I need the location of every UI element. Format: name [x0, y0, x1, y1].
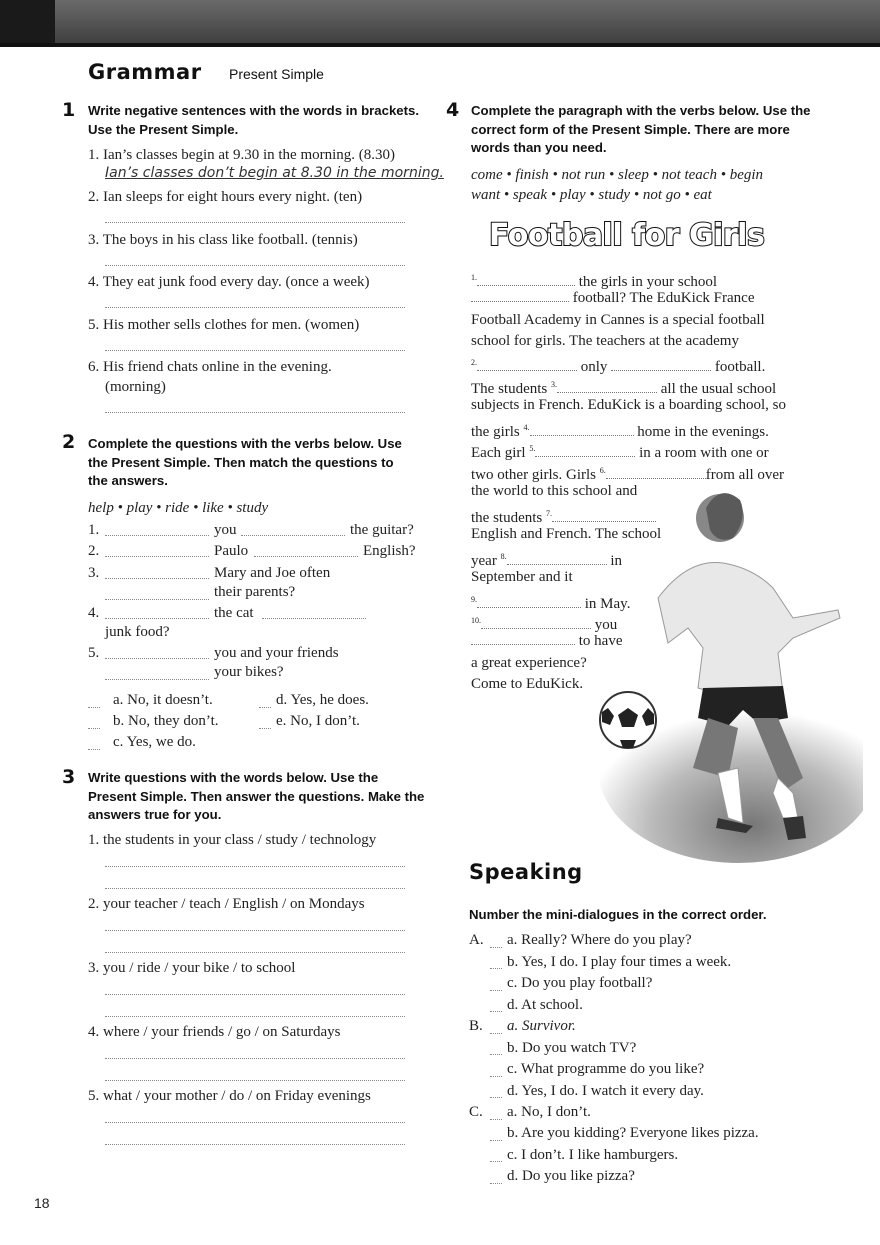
paragraph-text: the world to this school and	[471, 483, 638, 499]
exercise-instruction: Complete the questions with the verbs below. Use the Present Simple. Then match the questions to the answers.	[88, 436, 402, 488]
paragraph-text: home in the evenings.	[637, 424, 769, 440]
blank[interactable]	[254, 556, 358, 557]
ex2-num: 2.	[88, 543, 100, 559]
ex1-item-cont: (morning)	[105, 379, 166, 395]
paragraph-text: football? The EduKick France	[572, 290, 755, 306]
exercise-number: 4	[446, 99, 460, 121]
ex1-item: 6. His friend chats online in the evening.	[88, 359, 332, 375]
blank[interactable]	[552, 509, 656, 522]
gap-number: 4.	[523, 423, 530, 432]
ex2-text: junk food?	[105, 624, 170, 640]
order-blank[interactable]	[490, 1097, 502, 1098]
match-blank[interactable]	[259, 707, 271, 708]
dialogue-line: d. Yes, I do. I watch it every day.	[507, 1083, 704, 1099]
exercise-instruction: Complete the paragraph with the verbs below. Use the correct form of the Present Simple. There are more words than you need.	[471, 103, 811, 155]
exercise-number: 3	[62, 766, 76, 788]
ex2-text: Paulo	[214, 543, 249, 559]
dialogue-label: A.	[469, 932, 484, 948]
verb-list: come • finish • not run • sleep • not teach • begin	[471, 167, 764, 183]
football-icon	[600, 692, 656, 748]
order-blank[interactable]	[490, 1119, 502, 1120]
ex3-item: 4. where / your friends / go / on Saturdays	[88, 1024, 341, 1040]
dialogue-line: b. Are you kidding? Everyone likes pizza.	[507, 1125, 759, 1141]
order-blank[interactable]	[490, 1161, 502, 1162]
ex2-num: 1.	[88, 522, 100, 538]
dialogue-line: b. Yes, I do. I play four times a week.	[507, 954, 732, 970]
gap-number: 8.	[500, 552, 507, 561]
blank[interactable]	[262, 618, 366, 619]
blank[interactable]	[481, 616, 591, 629]
match-blank[interactable]	[88, 728, 100, 729]
ex1-item: 1. Ian’s classes begin at 9.30 in the morning. (8.30)	[88, 147, 396, 163]
article-title: Football for Girls	[489, 218, 765, 253]
answer-line[interactable]	[105, 1122, 405, 1123]
paragraph-text: September and it	[471, 569, 573, 585]
answer-line[interactable]	[105, 930, 405, 931]
blank[interactable]	[105, 679, 209, 680]
paragraph-text: in a room with one or	[639, 445, 769, 461]
paragraph-text: Come to EduKick.	[471, 676, 584, 692]
grammar-title: Grammar	[88, 60, 202, 84]
order-blank[interactable]	[490, 1033, 502, 1034]
paragraph-text: the girls in your school	[578, 274, 718, 290]
ex3-item: 1. the students in your class / study / technology	[88, 832, 377, 848]
paragraph-text: The students	[471, 381, 548, 397]
banner-rule	[0, 43, 880, 47]
order-blank[interactable]	[490, 968, 502, 969]
blank[interactable]	[507, 552, 607, 565]
ex2-text: English?	[363, 543, 416, 559]
dialogue-label: B.	[469, 1018, 483, 1034]
gap-number: 3.	[551, 380, 557, 389]
answer-option: b. No, they don’t.	[113, 713, 219, 729]
ex2-text: you	[214, 522, 237, 538]
match-blank[interactable]	[88, 749, 100, 750]
ex3-item: 5. what / your mother / do / on Friday evenings	[88, 1088, 371, 1104]
ex1-item: 4. They eat junk food every day. (once a week)	[88, 274, 370, 290]
order-blank[interactable]	[490, 947, 502, 948]
ex2-num: 3.	[88, 565, 100, 581]
gap-number: 1.	[471, 273, 477, 282]
gap-number: 10.	[471, 616, 481, 625]
answer-line[interactable]	[105, 1016, 405, 1017]
ex2-text: you and your friends	[214, 645, 339, 661]
answer-line[interactable]	[105, 265, 405, 266]
dialogue-label: C.	[469, 1104, 483, 1120]
gap-number: 2.	[471, 358, 477, 367]
paragraph-text: in May.	[584, 596, 631, 612]
page-number: 18	[34, 1195, 50, 1211]
dialogue-line: a. Really? Where do you play?	[507, 932, 692, 948]
example-answer: Ian’s classes don’t begin at 8.30 in the morning.	[105, 165, 444, 181]
dialogue-line: a. Survivor.	[507, 1018, 576, 1034]
answer-line[interactable]	[105, 888, 405, 889]
answer-line[interactable]	[105, 1144, 405, 1145]
blank[interactable]	[105, 556, 209, 557]
exercise-instruction: Write negative sentences with the words in brackets. Use the Present Simple.	[88, 103, 420, 137]
dialogue-line: c. I don’t. I like hamburgers.	[507, 1147, 679, 1163]
paragraph-text: the girls	[471, 424, 520, 440]
paragraph-text: football.	[714, 359, 766, 375]
ex2-text: your bikes?	[214, 664, 284, 680]
order-blank[interactable]	[490, 1054, 502, 1055]
order-blank[interactable]	[490, 1011, 502, 1012]
ex2-num: 5.	[88, 645, 100, 661]
answer-line[interactable]	[105, 350, 405, 351]
ex1-item: 2. Ian sleeps for eight hours every night. (ten)	[88, 189, 363, 205]
blank[interactable]	[105, 578, 209, 579]
order-blank[interactable]	[490, 1183, 502, 1184]
paragraph-text: year	[471, 553, 497, 569]
answer-option: a. No, it doesn’t.	[113, 692, 213, 708]
answer-line[interactable]	[105, 412, 405, 413]
answer-option: e. No, I don’t.	[276, 713, 360, 729]
ex2-text: the cat	[214, 605, 254, 621]
match-blank[interactable]	[88, 707, 100, 708]
dialogue-line: d. Do you like pizza?	[507, 1168, 635, 1184]
exercise-number: 2	[62, 431, 76, 453]
answer-option: c. Yes, we do.	[113, 734, 196, 750]
gap-number: 7.	[546, 509, 552, 518]
paragraph-text: the students	[471, 510, 543, 526]
ex2-text: their parents?	[214, 584, 296, 600]
blank[interactable]	[557, 380, 657, 393]
blank[interactable]	[606, 466, 706, 479]
gap-number: 5.	[529, 444, 536, 453]
blank[interactable]	[477, 358, 577, 371]
paragraph-text: all the usual school	[660, 381, 777, 397]
grammar-subtitle: Present Simple	[229, 66, 324, 82]
gap-number: 6.	[599, 466, 606, 475]
dialogue-line: c. Do you play football?	[507, 975, 653, 991]
answer-line[interactable]	[105, 222, 405, 223]
speaking-title: Speaking	[469, 860, 583, 884]
dialogue-line: b. Do you watch TV?	[507, 1040, 637, 1056]
exercise-number: 1	[62, 99, 76, 121]
exercise-instruction: Write questions with the words below. Use the Present Simple. Then answer the questions. Make the answers true for you.	[88, 770, 425, 822]
answer-line[interactable]	[105, 1080, 405, 1081]
blank[interactable]	[105, 658, 209, 659]
order-blank[interactable]	[490, 990, 502, 991]
blank[interactable]	[530, 423, 634, 436]
order-blank[interactable]	[490, 1140, 502, 1141]
blank[interactable]	[105, 599, 209, 600]
ex2-text: the guitar?	[350, 522, 414, 538]
dialogue-line: c. What programme do you like?	[507, 1061, 705, 1077]
answer-line[interactable]	[105, 1058, 405, 1059]
paragraph-text: two other girls. Girls	[471, 467, 596, 483]
blank[interactable]	[471, 289, 569, 302]
paragraph-text: Football Academy in Cannes is a special football	[471, 312, 765, 328]
ex3-item: 2. your teacher / teach / English / on Mondays	[88, 896, 365, 912]
answer-line[interactable]	[105, 866, 405, 867]
blank[interactable]	[471, 632, 575, 645]
ex2-text: Mary and Joe often	[214, 565, 331, 581]
blank[interactable]	[105, 618, 209, 619]
blank[interactable]	[611, 358, 711, 371]
answer-line[interactable]	[105, 307, 405, 308]
paragraph-text: you	[594, 617, 618, 633]
answer-line[interactable]	[105, 952, 405, 953]
paragraph-text: only	[580, 359, 608, 375]
paragraph-text: English and French. The school	[471, 526, 662, 542]
blank[interactable]	[105, 535, 209, 536]
blank[interactable]	[477, 273, 575, 286]
paragraph-text: Each girl	[471, 445, 526, 461]
verb-list: want • speak • play • study • not go • eat	[471, 187, 712, 203]
order-blank[interactable]	[490, 1076, 502, 1077]
paragraph-text: in	[610, 553, 622, 569]
paragraph-text: from all over	[705, 467, 785, 483]
ex3-item: 3. you / ride / your bike / to school	[88, 960, 296, 976]
paragraph-text: to have	[578, 633, 623, 649]
top-banner	[0, 0, 880, 46]
verb-list: help • play • ride • like • study	[88, 500, 269, 516]
speaking-instruction: Number the mini-dialogues in the correct order.	[469, 907, 767, 922]
paragraph-text: subjects in French. EduKick is a boarding school, so	[471, 397, 786, 413]
dialogue-line: d. At school.	[507, 997, 583, 1013]
dialogue-line: a. No, I don’t.	[507, 1104, 591, 1120]
answer-line[interactable]	[105, 994, 405, 995]
gap-number: 9.	[471, 595, 477, 604]
answer-option: d. Yes, he does.	[276, 692, 369, 708]
ex1-item: 3. The boys in his class like football. (tennis)	[88, 232, 358, 248]
paragraph-text: a great experience?	[471, 655, 587, 671]
ex2-num: 4.	[88, 605, 100, 621]
blank[interactable]	[241, 535, 345, 536]
match-blank[interactable]	[259, 728, 271, 729]
blank[interactable]	[535, 444, 635, 457]
ex1-item: 5. His mother sells clothes for men. (women)	[88, 317, 360, 333]
paragraph-text: school for girls. The teachers at the academy	[471, 333, 739, 349]
blank[interactable]	[477, 595, 581, 608]
banner-tab	[0, 0, 55, 46]
